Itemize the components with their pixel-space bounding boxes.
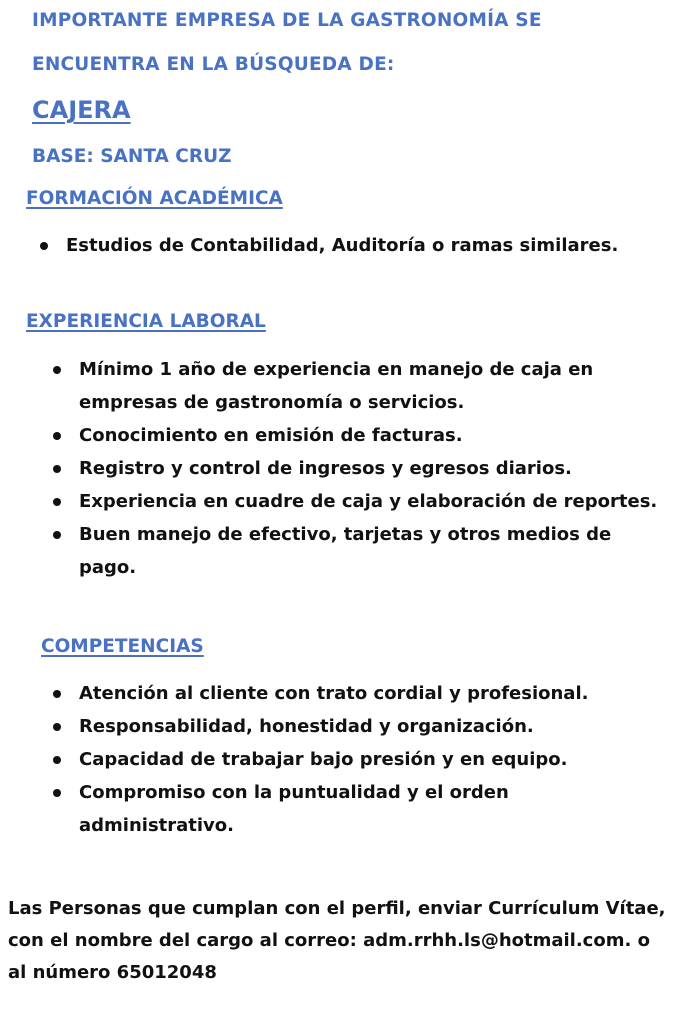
list-item: Compromiso con la puntualidad y el orden administrativo. — [79, 776, 644, 842]
list-competencias — [79, 677, 644, 842]
section-title-formacion: FORMACIÓN ACADÉMICA — [26, 188, 283, 209]
list-item: Atención al cliente con trato cordial y profesional. — [79, 677, 644, 710]
section-title-experiencia: EXPERIENCIA LABORAL — [26, 311, 266, 332]
list-item: Experiencia en cuadre de caja y elaboración de reportes. — [79, 485, 669, 518]
list-item: Conocimiento en emisión de facturas. — [79, 419, 669, 452]
list-item: Estudios de Contabilidad, Auditoría o ramas similares. — [66, 229, 626, 262]
list-formacion — [66, 229, 626, 262]
list-item: Registro y control de ingresos y egresos diarios. — [79, 452, 669, 485]
list-item: Buen manejo de efectivo, tarjetas y otros medios de pago. — [79, 518, 669, 584]
job-title: CAJERA — [32, 96, 131, 124]
list-experiencia — [79, 353, 669, 584]
base-location: BASE: SANTA CRUZ — [32, 146, 232, 167]
list-item: Capacidad de trabajar bajo presión y en equipo. — [79, 743, 644, 776]
header-line-1: IMPORTANTE EMPRESA DE LA GASTRONOMÍA SE — [32, 10, 542, 31]
contact-footer: Las Personas que cumplan con el perfil, enviar Currículum Vítae, con el nombre del cargo al correo: adm.rrhh.ls@hotmail.com. o al número 65012048 — [8, 898, 666, 983]
header-line-2: ENCUENTRA EN LA BÚSQUEDA DE: — [32, 54, 395, 75]
list-item: Responsabilidad, honestidad y organización. — [79, 710, 644, 743]
section-title-competencias: COMPETENCIAS — [41, 636, 204, 657]
list-item: Mínimo 1 año de experiencia en manejo de caja en empresas de gastronomía o servicios. — [79, 353, 669, 419]
